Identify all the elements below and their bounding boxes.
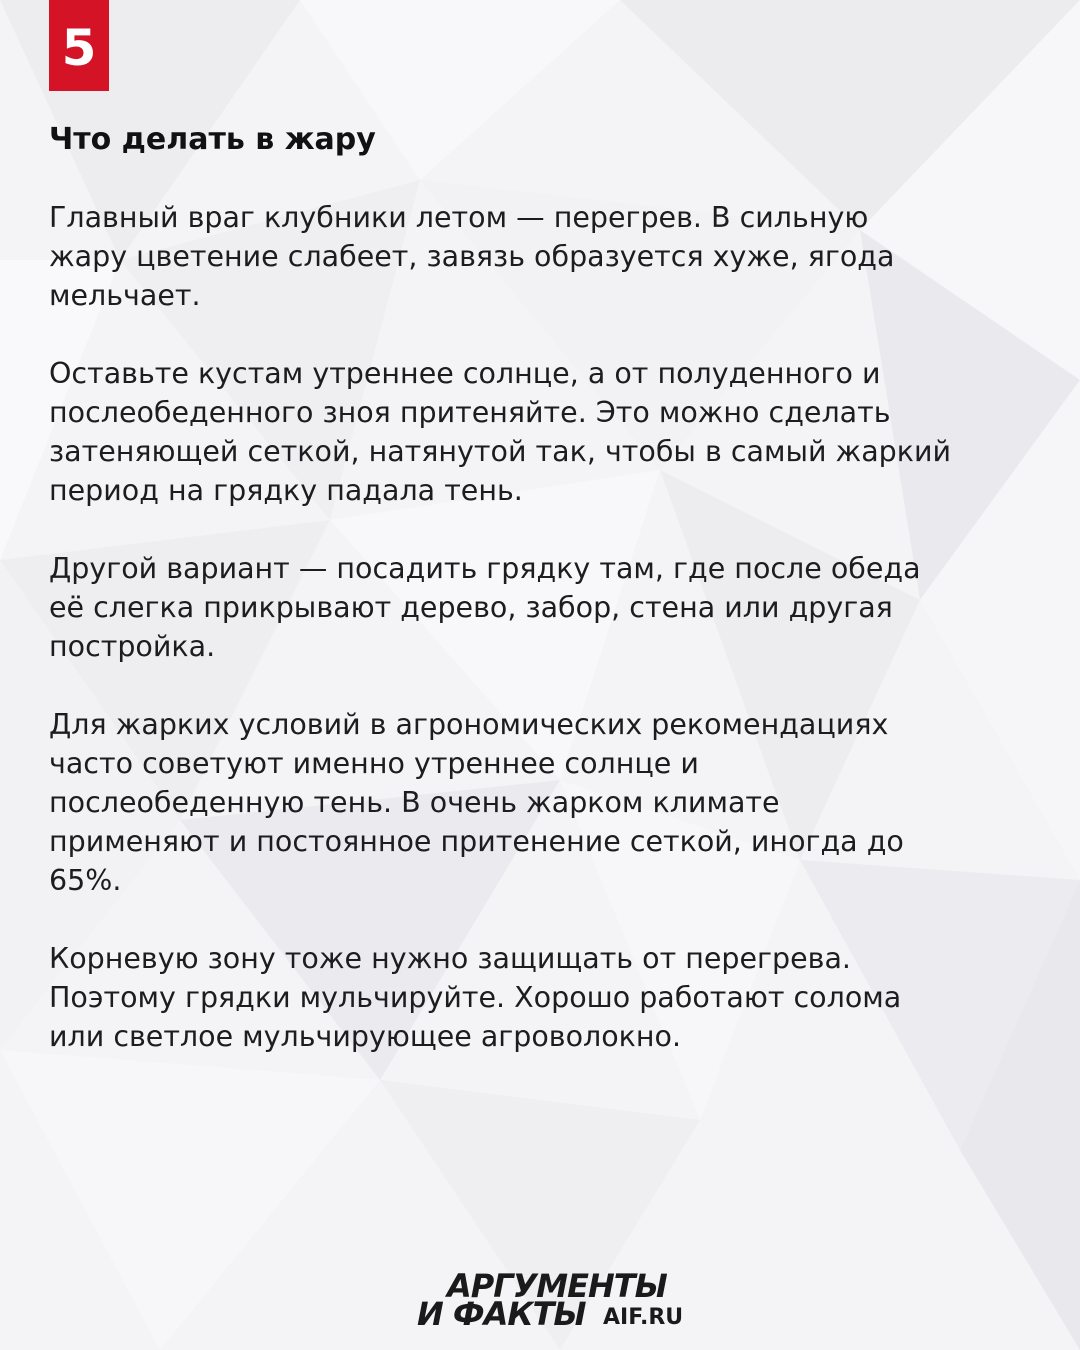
text-line: Другой вариант — посадить грядку там, где после обеда — [49, 552, 921, 585]
logo-line-2: И ФАКТЫ — [417, 1295, 586, 1333]
text-line: Для жарких условий в агрономических рекомендациях — [49, 708, 889, 741]
text-line: жару цветение слабеет, завязь образуется хуже, ягода — [49, 240, 895, 273]
text-line: постройка. — [49, 630, 216, 663]
text-line: послеобеденного зноя притеняйте. Это можно сделать — [49, 396, 891, 429]
slide-number-badge — [49, 0, 109, 91]
text-line: мельчает. — [49, 279, 201, 312]
text-line: послеобеденную тень. В очень жарком климате — [49, 786, 780, 819]
text-line: часто советуют именно утреннее солнце и — [49, 747, 699, 780]
paragraph-5 — [49, 939, 1039, 1056]
section-title: Что делать в жару — [49, 122, 376, 157]
slide-number: 5 — [61, 18, 97, 77]
text-line: 65%. — [49, 864, 122, 897]
paragraph-1 — [49, 198, 1039, 315]
text-line: Главный враг клубники летом — перегрев. В сильную — [49, 201, 869, 234]
text-line: Поэтому грядки мульчируйте. Хорошо работают солома — [49, 981, 902, 1014]
text-line: Корневую зону тоже нужно защищать от перегрева. — [49, 942, 851, 975]
article-body — [49, 198, 1039, 1095]
text-line: или светлое мульчирующее агроволокно. — [49, 1020, 682, 1053]
paragraph-2 — [49, 354, 1039, 510]
logo-site: AIF.RU — [603, 1305, 684, 1330]
text-line: её слегка прикрывают дерево, забор, стена или другая — [49, 591, 893, 624]
text-line: применяют и постоянное притенение сеткой, иногда до — [49, 825, 904, 858]
logo-line-1: АРГУМЕНТЫ — [447, 1267, 667, 1305]
paragraph-3 — [49, 549, 1039, 666]
text-line: Оставьте кустам утреннее солнце, а от полуденного и — [49, 357, 881, 390]
paragraph-4 — [49, 705, 1039, 900]
text-line: период на грядку падала тень. — [49, 474, 523, 507]
text-line: затеняющей сеткой, натянутой так, чтобы в самый жаркий — [49, 435, 952, 468]
aif-logo — [417, 1267, 689, 1333]
